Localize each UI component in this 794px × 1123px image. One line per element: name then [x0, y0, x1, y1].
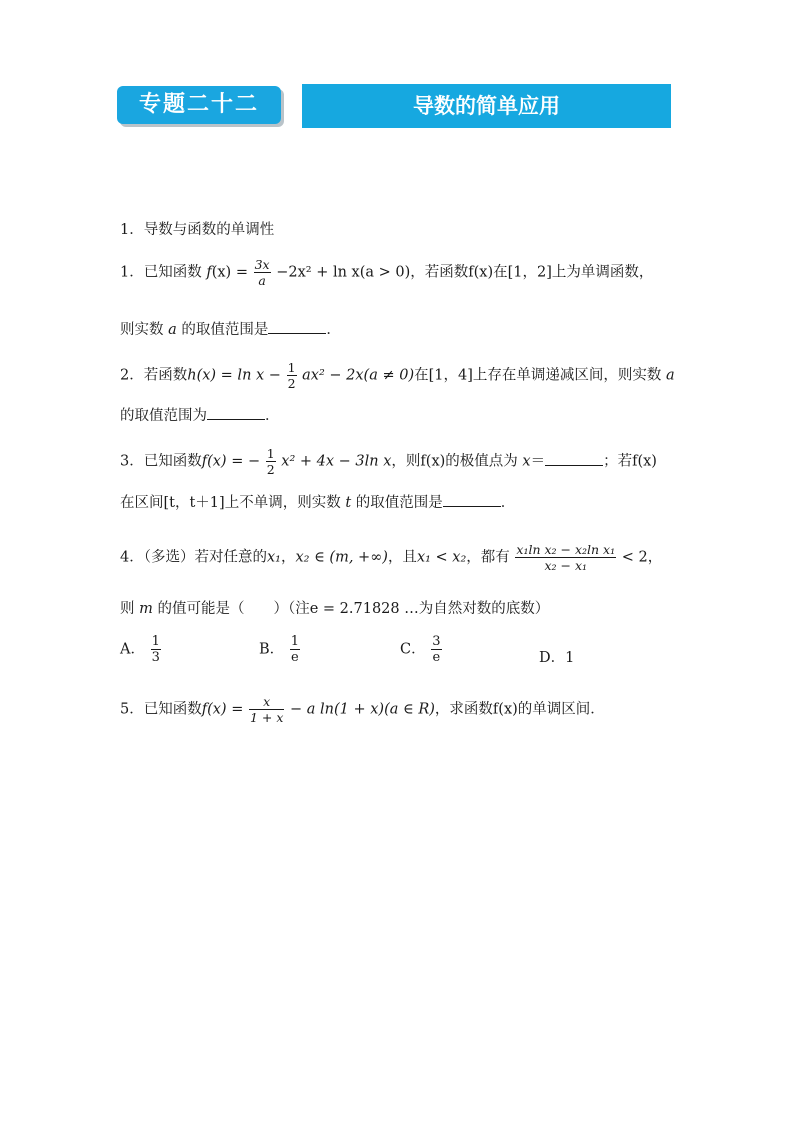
- option-d[interactable]: D．1: [539, 650, 575, 666]
- question-1-line-1: 1．已知函数 f(x) = $\frac{3x}{a}$ −2x² + ln x(a > 0)，若函数f(x)在[1，2]上为单调函数，: [120, 257, 654, 288]
- section-title: 1．导数与函数的单调性: [120, 222, 275, 238]
- question-2-line-1: 2．若函数h(x) = ln x − $\frac{1}{2}$ ax² − 2x(a ≠ 0)在[1，4]上存在单调递减区间，则实数 a: [120, 360, 675, 391]
- question-3-line-1: 3．已知函数f(x) = − $\frac{1}{2}$ x² + 4x − 3ln x，则f(x)的极值点为 x＝ ；若f(x): [120, 446, 657, 477]
- topic-badge: 专题二十二: [117, 86, 281, 124]
- option-a[interactable]: A． $\frac{1}{3}$: [120, 634, 160, 665]
- fraction: $\frac{1}{3}$: [151, 634, 160, 665]
- answer-blank[interactable]: [545, 453, 603, 466]
- answer-blank[interactable]: [207, 407, 265, 420]
- question-1-line-2: 则实数 a 的取值范围是 ．: [120, 322, 341, 338]
- answer-blank[interactable]: [268, 321, 326, 334]
- fraction: $\frac{\text{x₁ln x₂ − x₂ln x₁}}{\text{x₂ − x₁}}$: [516, 542, 616, 573]
- question-2-line-2: 的取值范围为 ．: [120, 408, 280, 424]
- question-3-line-2: 在区间[t，t＋1]上不单调，则实数 t 的取值范围是 ．: [120, 495, 516, 511]
- fraction: $\frac{3}{e}$: [432, 634, 441, 665]
- question-4-line-1: 4．（多选）若对任意的x₁，x₂ ∈ (m, +∞)，且x₁ < x₂，都有 $\frac{\text{x₁ln x₂ − x₂ln x₁}}{\text{x₂ − x₁}}$ < 2，: [120, 542, 663, 573]
- option-b[interactable]: B． $\frac{1}{e}$: [259, 634, 300, 665]
- question-5: 5．已知函数f(x) = $\frac{x}{1 + x}$ − a ln(1 + x)(a ∈ R)，求函数f(x)的单调区间．: [120, 694, 605, 725]
- fraction: $\frac{1}{2}$: [266, 446, 275, 477]
- page-header: [117, 84, 671, 128]
- fraction: $\frac{3x}{a}$: [254, 257, 270, 288]
- question-4-line-2: 则 m 的值可能是（ ）（注e = 2.71828 …为自然对数的底数）: [120, 601, 550, 617]
- topic-title: 导数的简单应用: [302, 84, 671, 128]
- option-c[interactable]: C． $\frac{3}{e}$: [400, 634, 441, 665]
- answer-blank[interactable]: [443, 494, 501, 507]
- fraction: $\frac{1}{2}$: [287, 360, 296, 391]
- fraction: $\frac{1}{e}$: [290, 634, 300, 665]
- fraction: $\frac{x}{1 + x}$: [249, 694, 284, 725]
